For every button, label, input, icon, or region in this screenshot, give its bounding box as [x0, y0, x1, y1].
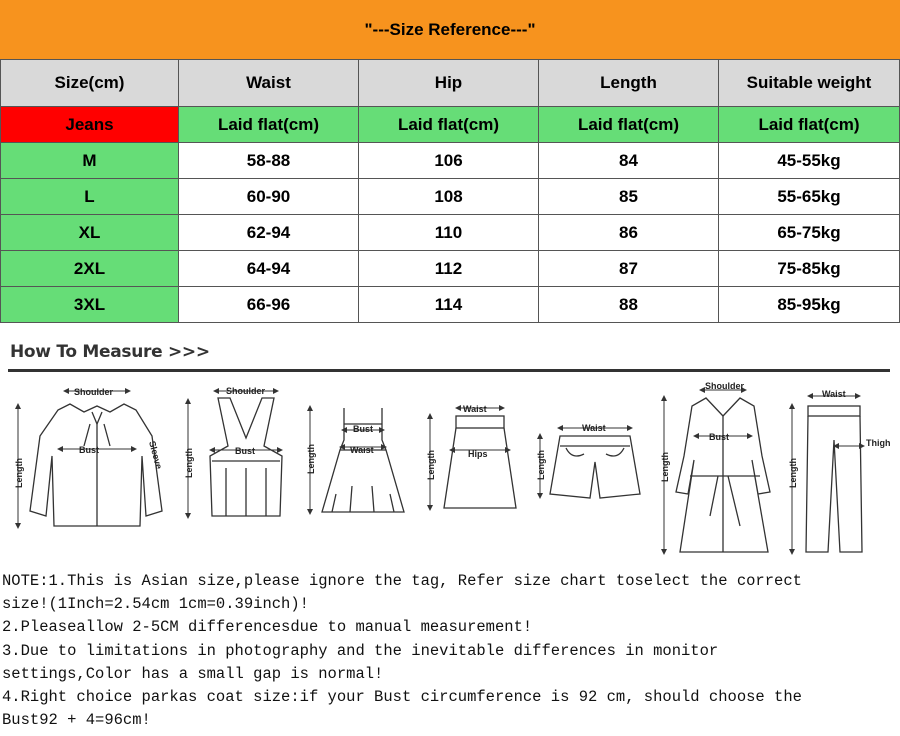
- hips-label: Hips: [468, 449, 488, 459]
- note-line: 2.Pleaseallow 2-5CM differencesdue to manual measurement!: [2, 618, 533, 637]
- bust-label: Bust: [709, 432, 729, 442]
- size-label-cell: M: [1, 143, 179, 179]
- coat-figure: [660, 381, 770, 552]
- shoulder-label: Shoulder: [705, 381, 745, 391]
- unit-cell: Laid flat(cm): [719, 107, 900, 143]
- table-cell: 88: [539, 287, 719, 323]
- note-line: NOTE:1.This is Asian size,please ignore the tag, Refer size chart toselect the correct: [2, 572, 802, 590]
- blouse-figure: [14, 387, 164, 526]
- column-header: Suitable weight: [719, 60, 900, 107]
- size-reference-title: "---Size Reference---": [364, 19, 536, 39]
- dress-figure: [306, 408, 404, 512]
- note-line: Bust92 + 4=96cm!: [2, 711, 151, 730]
- thigh-label: Thigh: [866, 438, 891, 448]
- length-label: Length: [14, 458, 24, 488]
- column-header: Length: [539, 60, 719, 107]
- pants-figure: [788, 389, 891, 552]
- table-cell: 75-85kg: [719, 251, 900, 287]
- table-row: [1, 215, 900, 251]
- note-line: size!(1Inch=2.54cm 1cm=0.39inch)!: [2, 595, 309, 614]
- note-line: 4.Right choice parkas coat size:if your Bust circumference is 92 cm, should choose the: [2, 688, 802, 707]
- column-header: Waist: [179, 60, 359, 107]
- table-cell: 114: [359, 287, 539, 323]
- table-cell: 60-90: [179, 179, 359, 215]
- size-label-cell: 3XL: [1, 287, 179, 323]
- size-label-cell: XL: [1, 215, 179, 251]
- table-cell: 65-75kg: [719, 215, 900, 251]
- notes-block: [2, 570, 898, 732]
- size-chart-table: [0, 59, 900, 323]
- table-cell: 112: [359, 251, 539, 287]
- note-line: settings,Color has a small gap is normal!: [2, 664, 384, 683]
- table-cell: 85: [539, 179, 719, 215]
- unit-cell: Laid flat(cm): [539, 107, 719, 143]
- column-header: Hip: [359, 60, 539, 107]
- length-label: Length: [426, 450, 436, 480]
- size-label-cell: L: [1, 179, 179, 215]
- bust-label: Bust: [235, 446, 255, 456]
- table-cell: 87: [539, 251, 719, 287]
- table-cell: 84: [539, 143, 719, 179]
- size-label-cell: 2XL: [1, 251, 179, 287]
- category-cell: Jeans: [1, 107, 179, 143]
- table-cell: 86: [539, 215, 719, 251]
- waist-label: Waist: [463, 404, 487, 414]
- waist-label: Waist: [350, 445, 374, 455]
- bust-label: Bust: [353, 424, 373, 434]
- sleeve-label: Sleeve: [147, 439, 165, 471]
- table-row: [1, 287, 900, 323]
- table-row: [1, 143, 900, 179]
- measurement-illustrations: [0, 376, 900, 562]
- note-line: 3.Due to limitations in photography and the inevitable differences in monitor: [2, 641, 719, 660]
- length-label: Length: [306, 444, 316, 474]
- size-reference-header: [0, 0, 900, 59]
- how-to-measure-title: How To Measure >>>: [10, 342, 210, 362]
- column-header: Size(cm): [1, 60, 179, 107]
- waist-label: Waist: [822, 389, 846, 399]
- bust-label: Bust: [79, 445, 99, 455]
- skirt-figure: [426, 404, 516, 508]
- shoulder-label: Shoulder: [74, 387, 114, 397]
- shorts-figure: [536, 423, 640, 498]
- shoulder-label: Shoulder: [226, 386, 266, 396]
- table-cell: 110: [359, 215, 539, 251]
- table-cell: 108: [359, 179, 539, 215]
- table-cell: 106: [359, 143, 539, 179]
- table-row: [1, 251, 900, 287]
- table-cell: 85-95kg: [719, 287, 900, 323]
- length-label: Length: [184, 448, 194, 478]
- section-divider: [8, 369, 890, 372]
- table-cell: 66-96: [179, 287, 359, 323]
- table-cell: 62-94: [179, 215, 359, 251]
- length-label: Length: [788, 458, 798, 488]
- waist-label: Waist: [582, 423, 606, 433]
- table-cell: 55-65kg: [719, 179, 900, 215]
- table-row: [1, 179, 900, 215]
- table-cell: 45-55kg: [719, 143, 900, 179]
- table-cell: 58-88: [179, 143, 359, 179]
- length-label: Length: [536, 450, 546, 480]
- vest-figure: [184, 386, 282, 516]
- unit-cell: Laid flat(cm): [179, 107, 359, 143]
- table-cell: 64-94: [179, 251, 359, 287]
- table-subheader-row: [1, 107, 900, 143]
- length-label: Length: [660, 452, 670, 482]
- table-header-row: [1, 60, 900, 107]
- unit-cell: Laid flat(cm): [359, 107, 539, 143]
